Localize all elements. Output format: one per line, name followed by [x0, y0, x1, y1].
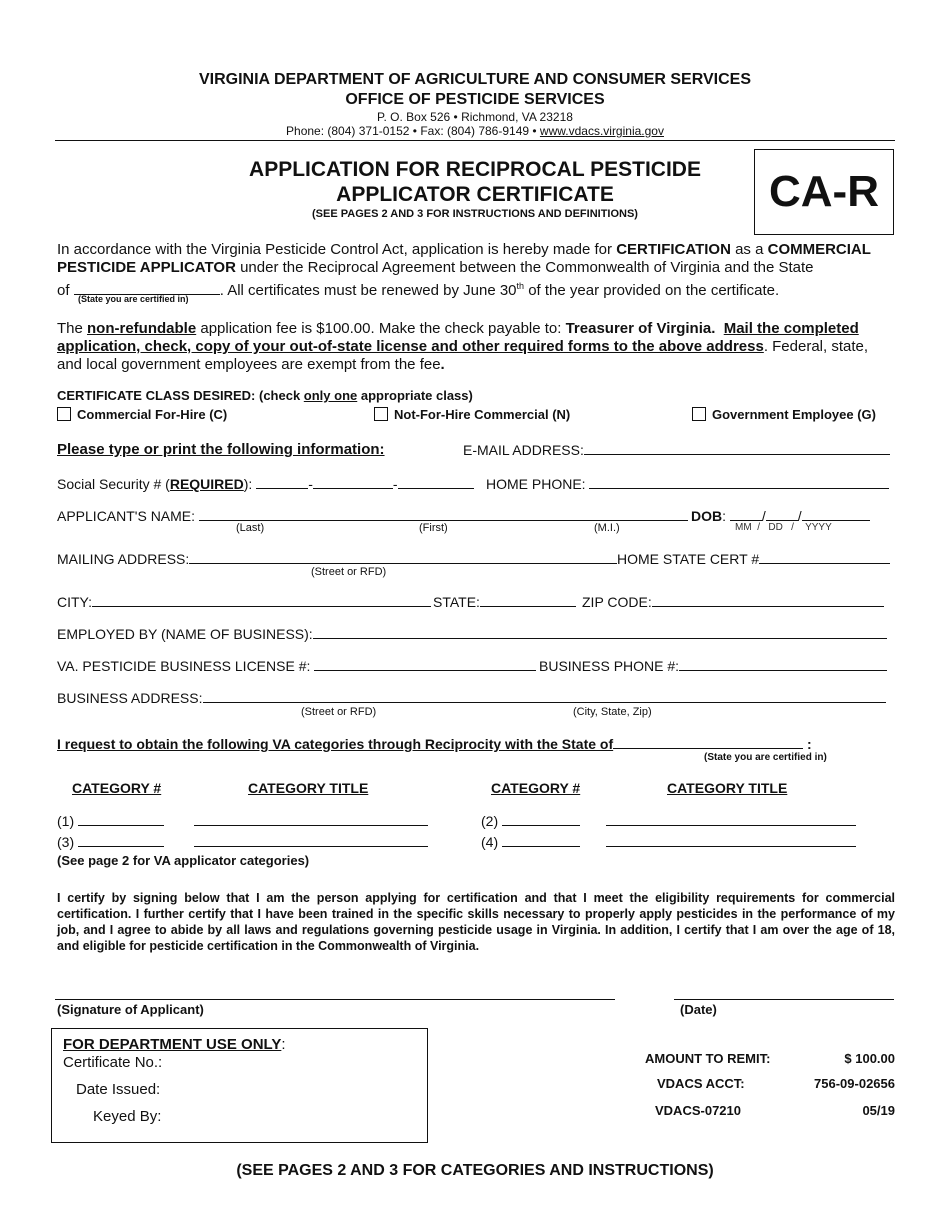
ssn-label: ):	[243, 476, 257, 492]
ssn-field[interactable]: Social Security # (REQUIRED): - -	[57, 476, 474, 492]
cert-class-only-one: only one	[303, 388, 358, 403]
dob-slash: /	[757, 522, 761, 533]
category-num-input[interactable]	[78, 813, 164, 826]
certification-statement: I certify by signing below that I am the person applying for certification and that I meet the eligibility requirements for commercial certification. I further certify that I have been trained in the specific skills necessary to properly apply pesticides in the performance of my job, and I agree to abide by all laws and regulations governing pesticide usage in Virginia. In addition, I certify that I am over the age of 18, and eligible for pesticide certification in the Commonwealth of Virginia.	[57, 891, 895, 953]
intro-certification: CERTIFICATION	[616, 241, 731, 258]
mailing-address-field[interactable]	[57, 551, 617, 567]
info-heading: Please type or print the following information:	[57, 441, 385, 458]
form-title-line2: APPLICATOR CERTIFICATE	[336, 183, 614, 206]
option-label: Government Employee (G)	[712, 407, 876, 422]
category-title-input[interactable]	[194, 813, 428, 826]
state-field[interactable]	[433, 594, 576, 610]
office-address: P. O. Box 526 • Richmond, VA 23218	[377, 110, 573, 124]
intro-text: In accordance with the Virginia Pesticide Control Act, application is hereby made for	[57, 241, 617, 258]
business-license-field[interactable]	[57, 658, 536, 674]
dept-use-box	[51, 1028, 428, 1143]
dob-yyyy-hint: YYYY	[805, 522, 832, 533]
reciprocity-state-input[interactable]	[613, 736, 803, 749]
ssn-required: REQUIRED	[169, 476, 244, 492]
row-number: (3)	[57, 834, 75, 850]
header-divider	[55, 140, 895, 141]
dob-yyyy-input[interactable]	[802, 508, 870, 521]
name-last-hint: (Last)	[236, 522, 265, 534]
city-input[interactable]	[92, 594, 431, 607]
employer-label: EMPLOYED BY (NAME OF BUSINESS):	[57, 626, 313, 642]
signature-label: (Signature of Applicant)	[57, 1002, 204, 1017]
office-contact	[0, 124, 950, 138]
reciprocity-heading-text: I request to obtain the following VA categories through Reciprocity with the State of	[57, 736, 614, 752]
cert-class-text: CERTIFICATE CLASS DESIRED: (check	[57, 388, 304, 403]
fee-mail-instruction-cont: application, check, copy of your out-of-state license and other required forms to the above address	[57, 338, 764, 355]
category-num-input[interactable]	[502, 834, 580, 847]
checkbox[interactable]	[57, 407, 71, 421]
city-label: CITY:	[57, 594, 93, 610]
category-title-input[interactable]	[194, 834, 428, 847]
reciprocity-state-hint: (State you are certified in)	[704, 752, 827, 763]
ssn-part1[interactable]	[256, 476, 308, 489]
checkbox[interactable]	[692, 407, 706, 421]
dob-dd-hint: DD	[768, 522, 783, 533]
fee-non-refundable: non-refundable	[87, 320, 197, 337]
dob-dd-input[interactable]	[766, 508, 798, 521]
home-state-cert-field[interactable]	[617, 551, 890, 567]
business-address-input[interactable]	[203, 690, 886, 703]
form-revision: 05/19	[862, 1103, 895, 1118]
col-category-num-2: CATEGORY #	[491, 780, 581, 796]
business-phone-input[interactable]	[679, 658, 887, 671]
applicant-name-label: APPLICANT'S NAME:	[57, 508, 196, 524]
certified-state-field[interactable]	[74, 280, 220, 295]
fee-payee: Treasurer of Virginia.	[565, 320, 716, 337]
intro-paragraph	[57, 241, 897, 300]
dob-slash: /	[791, 522, 794, 533]
home-state-cert-label: HOME STATE CERT #	[617, 551, 760, 567]
option-label: Commercial For-Hire (C)	[77, 407, 228, 422]
intro-pesticide-applicator: PESTICIDE APPLICATOR	[57, 259, 236, 276]
fee-period: .	[440, 356, 445, 373]
intro-of: of	[57, 282, 70, 299]
col-category-title-1: CATEGORY TITLE	[248, 780, 369, 796]
category-row-1[interactable]	[57, 813, 428, 829]
name-mi-hint: (M.I.)	[594, 522, 620, 534]
business-street-hint: (Street or RFD)	[301, 706, 377, 718]
row-number: (2)	[481, 813, 499, 829]
applicant-name-input[interactable]	[199, 508, 688, 521]
option-government-employee[interactable]	[692, 407, 876, 422]
form-number: VDACS-07210	[655, 1103, 741, 1118]
amount-label: AMOUNT TO REMIT:	[645, 1051, 771, 1066]
reciprocity-colon: :	[807, 736, 812, 752]
checkbox[interactable]	[374, 407, 388, 421]
fee-text: . Federal, state,	[763, 338, 869, 355]
intro-text: of the year provided on the certificate.	[524, 282, 780, 299]
signature-line[interactable]	[55, 999, 615, 1000]
email-input[interactable]	[584, 442, 890, 455]
employer-field[interactable]	[57, 626, 887, 642]
dob-slash: /	[797, 508, 802, 524]
reciprocity-heading	[57, 736, 812, 752]
date-label: (Date)	[680, 1002, 717, 1017]
intro-text: as a	[730, 241, 768, 258]
zip-label: ZIP CODE:	[582, 594, 652, 610]
category-row-3[interactable]	[57, 834, 428, 850]
category-title-input[interactable]	[606, 813, 856, 826]
dob-slash: /	[761, 508, 766, 524]
dept-name: VIRGINIA DEPARTMENT OF AGRICULTURE AND CONSUMER SERVICES	[198, 71, 752, 88]
state-label: STATE:	[433, 594, 480, 610]
dept-keyed-by: Keyed By:	[93, 1108, 162, 1125]
dob-mm-hint: MM	[735, 522, 752, 533]
option-not-for-hire[interactable]	[374, 407, 570, 422]
col-category-title-2: CATEGORY TITLE	[667, 780, 788, 796]
acct-label: VDACS ACCT:	[657, 1076, 745, 1091]
footer-note: (SEE PAGES 2 AND 3 FOR CATEGORIES AND INSTRUCTIONS)	[236, 1162, 714, 1179]
mailing-street-hint: (Street or RFD)	[311, 566, 387, 578]
fee-text: and local government employees are exempt from the fee	[57, 356, 441, 373]
form-title-line1: APPLICATION FOR RECIPROCAL PESTICIDE	[249, 158, 701, 181]
category-title-input[interactable]	[606, 834, 856, 847]
business-address-label: BUSINESS ADDRESS:	[57, 690, 203, 706]
cert-class-heading	[57, 388, 473, 403]
employer-input[interactable]	[313, 626, 887, 639]
category-note: (See page 2 for VA applicator categories)	[57, 853, 310, 868]
contact-text: Phone: (804) 371-0152 • Fax: (804) 786-9149 •	[286, 124, 540, 138]
email-field[interactable]	[463, 442, 890, 458]
option-commercial-for-hire[interactable]	[57, 407, 227, 422]
home-phone-label: HOME PHONE:	[486, 476, 586, 492]
cert-class-text: appropriate class)	[357, 388, 473, 403]
business-license-input[interactable]	[314, 658, 536, 671]
dept-date-issued: Date Issued:	[76, 1081, 161, 1098]
home-phone-field[interactable]	[486, 476, 889, 492]
category-num-input[interactable]	[78, 834, 164, 847]
intro-superscript: th	[516, 281, 525, 291]
date-line[interactable]	[674, 999, 894, 1000]
website-link[interactable]: www.vdacs.virginia.gov	[539, 124, 664, 138]
col-category-num-1: CATEGORY #	[72, 780, 162, 796]
acct-value: 756-09-02656	[814, 1076, 895, 1091]
dept-use-heading-text: FOR DEPARTMENT USE ONLY	[63, 1036, 282, 1053]
email-label: E-MAIL ADDRESS:	[463, 442, 584, 458]
fee-mail-instruction: Mail the completed	[723, 320, 859, 337]
dob-label: DOB	[691, 508, 723, 524]
dob-mm-input[interactable]	[730, 508, 762, 521]
city-field[interactable]	[57, 594, 431, 610]
ssn-label: Social Security # (	[57, 476, 170, 492]
business-license-label: VA. PESTICIDE BUSINESS LICENSE #:	[57, 658, 311, 674]
ssn-part3[interactable]	[398, 476, 474, 489]
mailing-address-label: MAILING ADDRESS:	[57, 551, 190, 567]
state-input[interactable]	[480, 594, 576, 607]
fee-text: application fee is $100.00. Make the check payable to:	[196, 320, 566, 337]
fee-paragraph	[57, 320, 897, 374]
certified-state-hint: (State you are certified in)	[78, 294, 189, 304]
home-state-cert-input[interactable]	[759, 551, 890, 564]
zip-field[interactable]	[582, 594, 884, 610]
option-label: Not-For-Hire Commercial (N)	[394, 407, 571, 422]
row-number: (4)	[481, 834, 499, 850]
form-code-box: CA-R	[754, 149, 894, 235]
category-row-4[interactable]	[481, 834, 856, 850]
business-address-field[interactable]	[57, 690, 886, 706]
ssn-part2[interactable]	[313, 476, 393, 489]
name-first-hint: (First)	[419, 522, 448, 534]
dept-use-colon: :	[281, 1036, 286, 1053]
dept-use-heading	[63, 1036, 286, 1053]
dob-hint	[735, 522, 832, 533]
row-number: (1)	[57, 813, 75, 829]
office-name: OFFICE OF PESTICIDE SERVICES	[345, 91, 605, 108]
form-subtitle: (SEE PAGES 2 AND 3 FOR INSTRUCTIONS AND DEFINITIONS)	[312, 208, 638, 220]
dept-cert-no: Certificate No.:	[63, 1054, 163, 1071]
dob-field[interactable]: DOB: / /	[691, 508, 870, 524]
zip-input[interactable]	[652, 594, 884, 607]
intro-commercial: COMMERCIAL	[767, 241, 871, 258]
business-phone-field[interactable]	[539, 658, 887, 674]
business-csz-hint: (City, State, Zip)	[573, 706, 652, 718]
intro-text: . All certificates must be renewed by June 30	[219, 282, 517, 299]
category-row-2[interactable]	[481, 813, 856, 829]
business-phone-label: BUSINESS PHONE #:	[539, 658, 680, 674]
home-phone-input[interactable]	[589, 476, 889, 489]
intro-text: under the Reciprocal Agreement between the Commonwealth of Virginia and the State	[235, 259, 814, 276]
fee-text: The	[57, 320, 88, 337]
category-num-input[interactable]	[502, 813, 580, 826]
mailing-address-input[interactable]	[189, 551, 617, 564]
amount-value: $ 100.00	[844, 1051, 895, 1066]
